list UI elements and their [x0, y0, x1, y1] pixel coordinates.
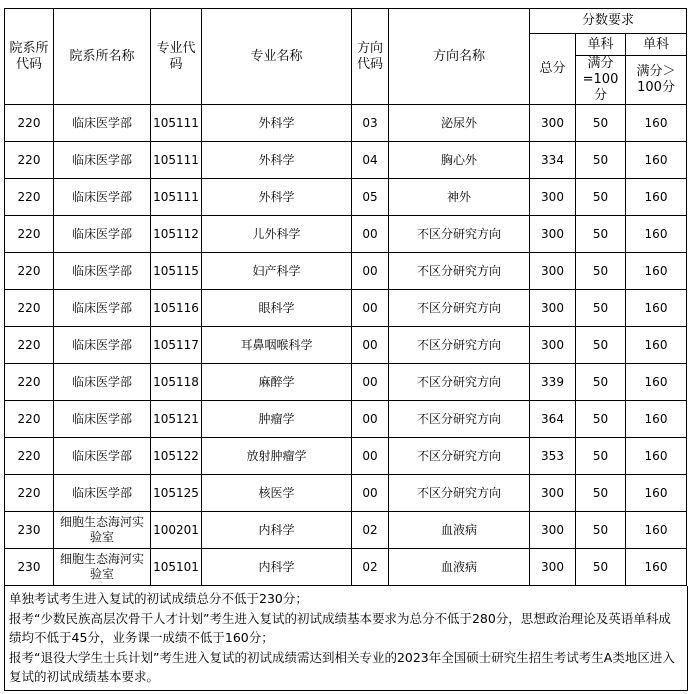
- table-row: [5, 216, 687, 253]
- single-100-cell: 50: [576, 290, 626, 327]
- major-name-cell: 外科学: [202, 142, 352, 179]
- note-line: 报考“少数民族高层次骨干人才计划”考生进入复试的初试成绩基本要求为总分不低于280分，思想政治理论及英语单科成绩均不低于45分，业务课一成绩不低于160分；: [9, 610, 671, 645]
- dept-code-cell: 220: [5, 290, 54, 327]
- total-score-cell: 300: [530, 290, 576, 327]
- single-gt100-cell: 160: [626, 253, 687, 290]
- table-row: [5, 179, 687, 216]
- direction-name-cell: 不区分研究方向: [389, 216, 530, 253]
- major-name-cell: 内科学: [202, 549, 352, 586]
- major-code-cell: 105125: [151, 475, 202, 512]
- header-major-code: 专业代码: [151, 9, 202, 105]
- header-dept-code: 院系所代码: [5, 9, 54, 105]
- dept-code-cell: 220: [5, 216, 54, 253]
- dept-code-cell: 220: [5, 327, 54, 364]
- dept-name-cell: 临床医学部: [54, 105, 151, 142]
- major-code-cell: 105101: [151, 549, 202, 586]
- note-line: 报考“退役大学生士兵计划”考生进入复试的初试成绩需达到相关专业的2023年全国硕士研究生招生考试考生A类地区进入复试的初试成绩基本要求。: [9, 649, 675, 684]
- major-code-cell: 105111: [151, 179, 202, 216]
- dept-code-cell: 220: [5, 401, 54, 438]
- direction-code-cell: 05: [352, 179, 389, 216]
- single-gt100-cell: 160: [626, 549, 687, 586]
- header-dept-name: 院系所名称: [54, 9, 151, 105]
- direction-name-cell: 不区分研究方向: [389, 327, 530, 364]
- header-full-100: 满分=100分: [576, 56, 626, 105]
- direction-code-cell: 00: [352, 216, 389, 253]
- major-name-cell: 放射肿瘤学: [202, 438, 352, 475]
- direction-name-cell: 泌尿外: [389, 105, 530, 142]
- total-score-cell: 353: [530, 438, 576, 475]
- single-100-cell: 50: [576, 438, 626, 475]
- total-score-cell: 300: [530, 179, 576, 216]
- single-100-cell: 50: [576, 179, 626, 216]
- dept-code-cell: 220: [5, 142, 54, 179]
- table-row: [5, 290, 687, 327]
- single-100-cell: 50: [576, 105, 626, 142]
- table-row: [5, 512, 687, 549]
- dept-name-cell: 细胞生态海河实验室: [54, 549, 151, 586]
- dept-code-cell: 220: [5, 253, 54, 290]
- direction-name-cell: 胸心外: [389, 142, 530, 179]
- dept-code-cell: 230: [5, 549, 54, 586]
- direction-name-cell: 不区分研究方向: [389, 364, 530, 401]
- dept-name-cell: 临床医学部: [54, 475, 151, 512]
- major-code-cell: 105117: [151, 327, 202, 364]
- single-100-cell: 50: [576, 475, 626, 512]
- single-gt100-cell: 160: [626, 290, 687, 327]
- dept-name-cell: 临床医学部: [54, 253, 151, 290]
- single-100-cell: 50: [576, 364, 626, 401]
- direction-code-cell: 04: [352, 142, 389, 179]
- single-100-cell: 50: [576, 549, 626, 586]
- major-code-cell: 105121: [151, 401, 202, 438]
- notes-section: [4, 586, 688, 691]
- single-gt100-cell: 160: [626, 179, 687, 216]
- header-total-score: 总分: [530, 34, 576, 105]
- total-score-cell: 300: [530, 512, 576, 549]
- single-100-cell: 50: [576, 253, 626, 290]
- single-gt100-cell: 160: [626, 438, 687, 475]
- direction-name-cell: 不区分研究方向: [389, 475, 530, 512]
- dept-name-cell: 临床医学部: [54, 216, 151, 253]
- single-gt100-cell: 160: [626, 105, 687, 142]
- total-score-cell: 300: [530, 327, 576, 364]
- header-single-subject: 单科: [576, 34, 626, 56]
- direction-name-cell: 神外: [389, 179, 530, 216]
- major-name-cell: 眼科学: [202, 290, 352, 327]
- direction-code-cell: 00: [352, 401, 389, 438]
- total-score-cell: 334: [530, 142, 576, 179]
- direction-name-cell: 不区分研究方向: [389, 401, 530, 438]
- table-row: [5, 364, 687, 401]
- single-100-cell: 50: [576, 216, 626, 253]
- direction-code-cell: 00: [352, 290, 389, 327]
- direction-code-cell: 02: [352, 512, 389, 549]
- major-name-cell: 儿外科学: [202, 216, 352, 253]
- dept-name-cell: 临床医学部: [54, 179, 151, 216]
- major-name-cell: 外科学: [202, 179, 352, 216]
- direction-code-cell: 00: [352, 438, 389, 475]
- single-gt100-cell: 160: [626, 512, 687, 549]
- admission-score-document: [4, 8, 686, 691]
- dept-name-cell: 临床医学部: [54, 327, 151, 364]
- major-code-cell: 105111: [151, 142, 202, 179]
- major-name-cell: 核医学: [202, 475, 352, 512]
- major-name-cell: 耳鼻咽喉科学: [202, 327, 352, 364]
- direction-code-cell: 00: [352, 475, 389, 512]
- major-code-cell: 105111: [151, 105, 202, 142]
- major-code-cell: 105122: [151, 438, 202, 475]
- major-name-cell: 内科学: [202, 512, 352, 549]
- note-line: 单独考试考生进入复试的初试成绩总分不低于230分；: [9, 591, 308, 606]
- major-name-cell: 肿瘤学: [202, 401, 352, 438]
- single-gt100-cell: 160: [626, 364, 687, 401]
- major-name-cell: 妇产科学: [202, 253, 352, 290]
- total-score-cell: 300: [530, 216, 576, 253]
- header-full-gt-100: 满分＞100分: [626, 56, 687, 105]
- direction-name-cell: 血液病: [389, 549, 530, 586]
- major-code-cell: 100201: [151, 512, 202, 549]
- major-code-cell: 105116: [151, 290, 202, 327]
- single-gt100-cell: 160: [626, 327, 687, 364]
- header-score-requirements: 分数要求: [530, 9, 687, 34]
- table-row: [5, 549, 687, 586]
- single-100-cell: 50: [576, 142, 626, 179]
- dept-code-cell: 220: [5, 364, 54, 401]
- direction-code-cell: 00: [352, 253, 389, 290]
- single-gt100-cell: 160: [626, 142, 687, 179]
- total-score-cell: 300: [530, 253, 576, 290]
- dept-code-cell: 220: [5, 475, 54, 512]
- table-row: [5, 327, 687, 364]
- total-score-cell: 300: [530, 549, 576, 586]
- header-major-name: 专业名称: [202, 9, 352, 105]
- dept-code-cell: 220: [5, 105, 54, 142]
- table-row: [5, 253, 687, 290]
- dept-name-cell: 临床医学部: [54, 142, 151, 179]
- table-row: [5, 105, 687, 142]
- score-requirements-table: [4, 8, 687, 586]
- dept-code-cell: 220: [5, 179, 54, 216]
- major-code-cell: 105112: [151, 216, 202, 253]
- dept-name-cell: 临床医学部: [54, 401, 151, 438]
- direction-code-cell: 00: [352, 364, 389, 401]
- single-gt100-cell: 160: [626, 216, 687, 253]
- total-score-cell: 300: [530, 475, 576, 512]
- major-code-cell: 105118: [151, 364, 202, 401]
- header-single-subject-2: 单科: [626, 34, 687, 56]
- major-code-cell: 105115: [151, 253, 202, 290]
- dept-code-cell: 220: [5, 438, 54, 475]
- single-gt100-cell: 160: [626, 475, 687, 512]
- single-100-cell: 50: [576, 512, 626, 549]
- single-gt100-cell: 160: [626, 401, 687, 438]
- table-row: [5, 475, 687, 512]
- direction-name-cell: 不区分研究方向: [389, 438, 530, 475]
- direction-name-cell: 不区分研究方向: [389, 253, 530, 290]
- major-name-cell: 外科学: [202, 105, 352, 142]
- header-direction-name: 方向名称: [389, 9, 530, 105]
- table-row: [5, 142, 687, 179]
- dept-code-cell: 230: [5, 512, 54, 549]
- direction-code-cell: 02: [352, 549, 389, 586]
- dept-name-cell: 临床医学部: [54, 438, 151, 475]
- total-score-cell: 364: [530, 401, 576, 438]
- table-row: [5, 401, 687, 438]
- table-row: [5, 438, 687, 475]
- major-name-cell: 麻醉学: [202, 364, 352, 401]
- single-100-cell: 50: [576, 327, 626, 364]
- table-body: [5, 105, 687, 586]
- direction-code-cell: 00: [352, 327, 389, 364]
- header-direction-code: 方向代码: [352, 9, 389, 105]
- table-header: [5, 9, 687, 105]
- total-score-cell: 339: [530, 364, 576, 401]
- dept-name-cell: 细胞生态海河实验室: [54, 512, 151, 549]
- dept-name-cell: 临床医学部: [54, 290, 151, 327]
- direction-name-cell: 血液病: [389, 512, 530, 549]
- total-score-cell: 300: [530, 105, 576, 142]
- dept-name-cell: 临床医学部: [54, 364, 151, 401]
- direction-name-cell: 不区分研究方向: [389, 290, 530, 327]
- direction-code-cell: 03: [352, 105, 389, 142]
- single-100-cell: 50: [576, 401, 626, 438]
